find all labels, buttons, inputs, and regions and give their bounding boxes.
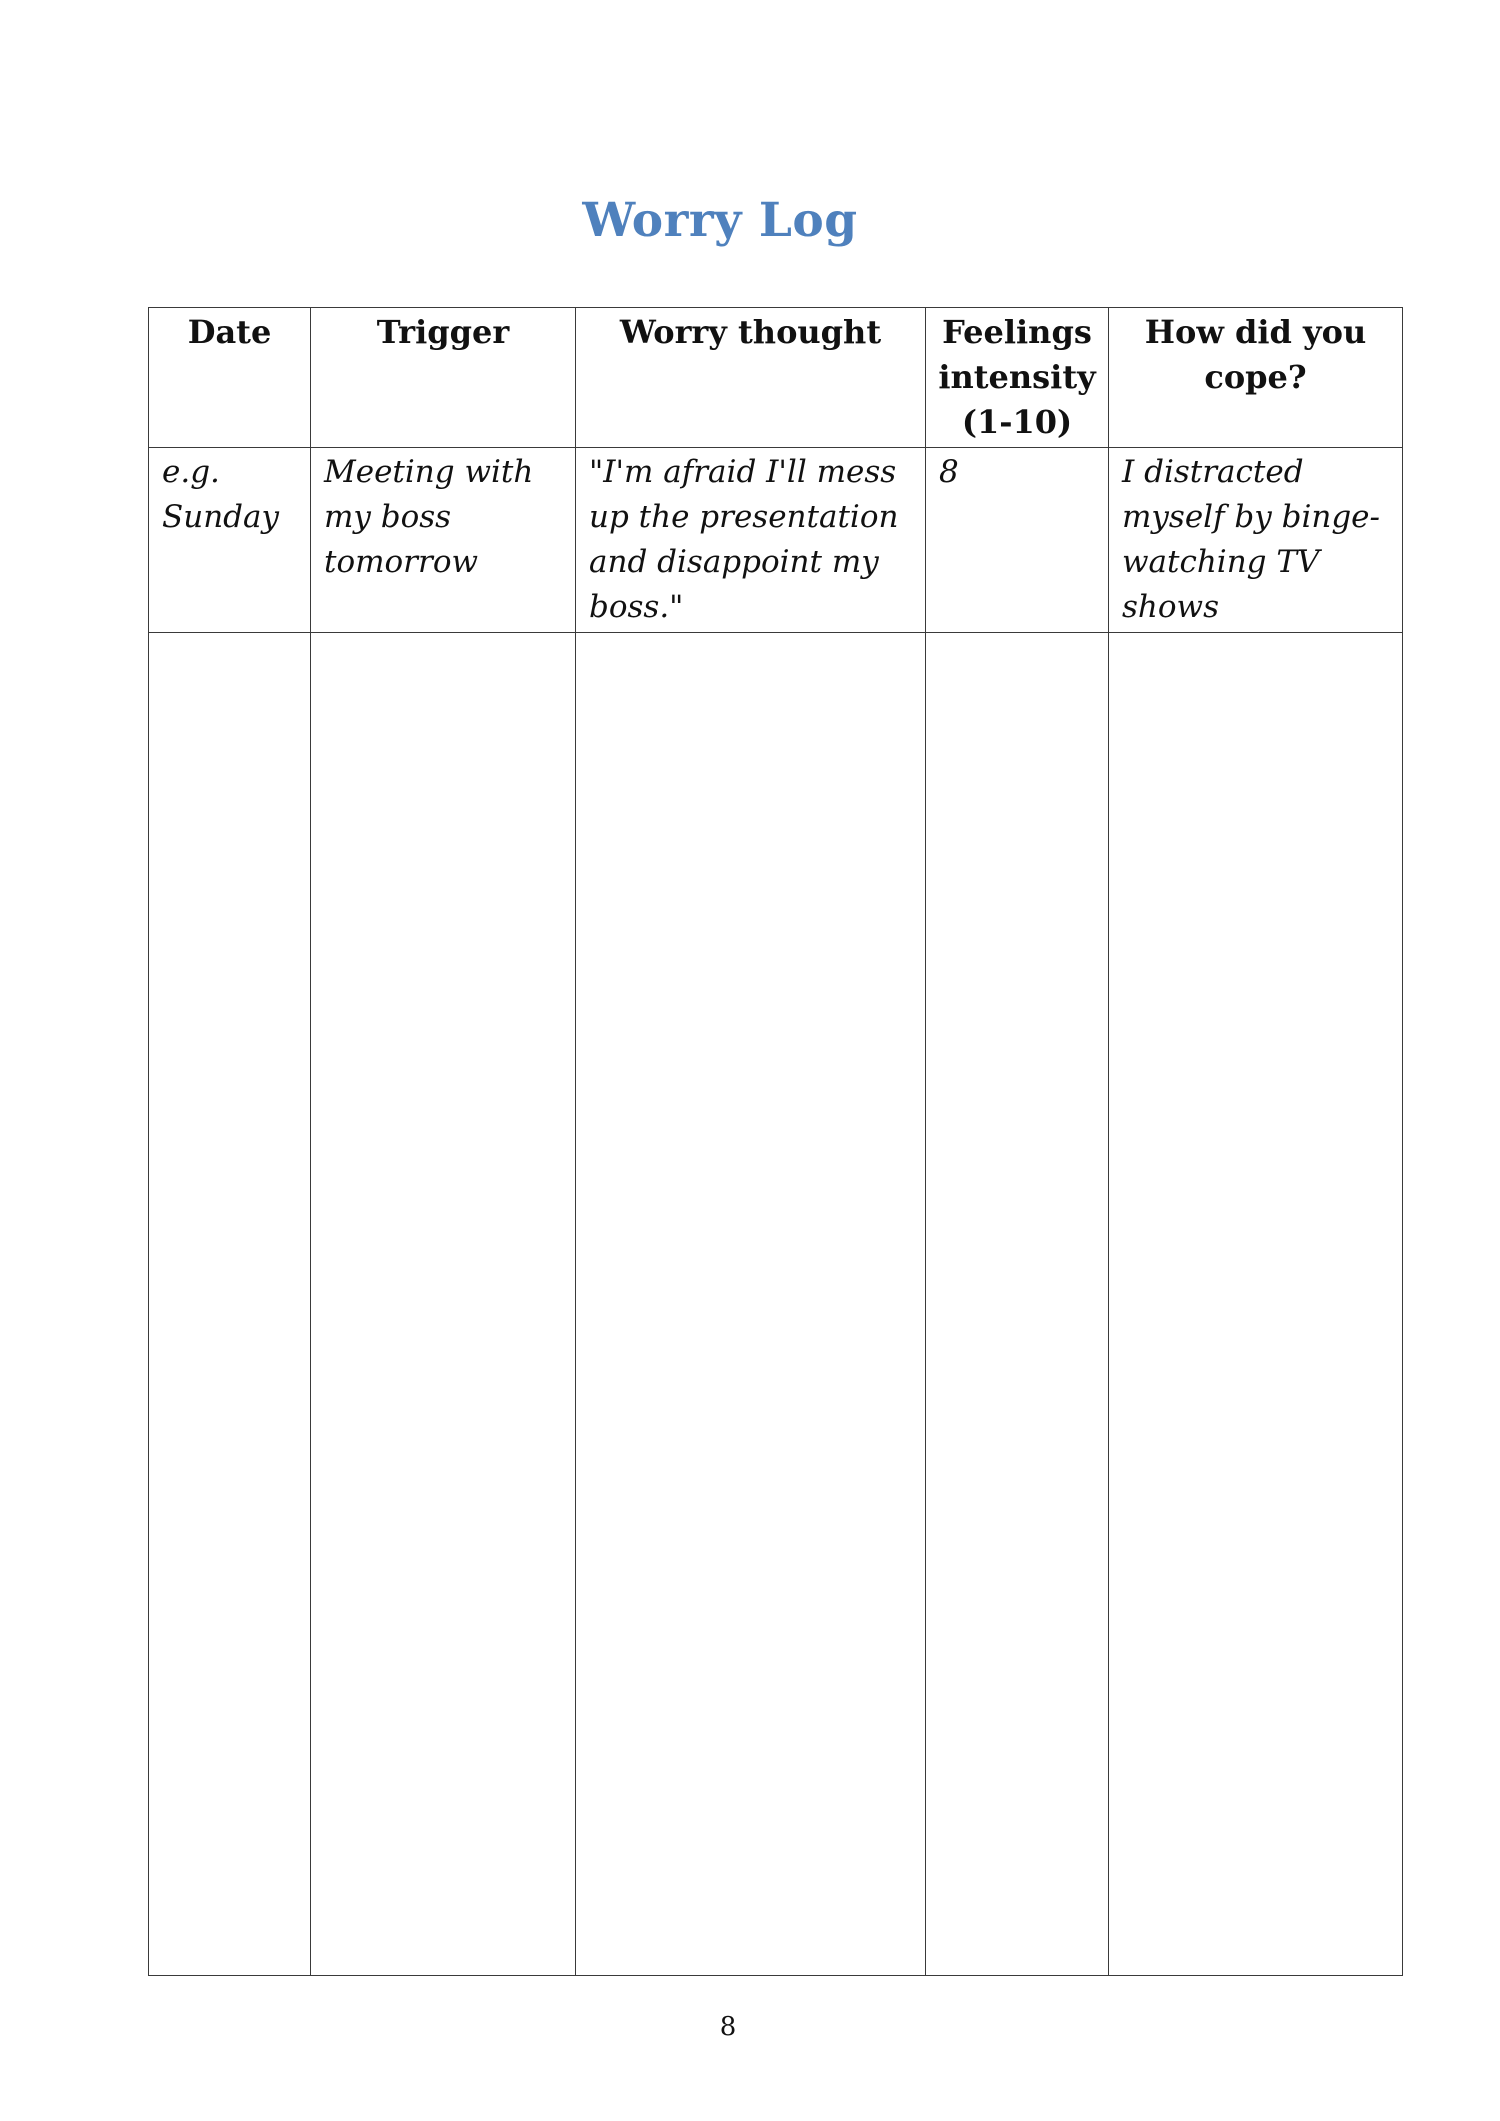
column-header-date: Date <box>149 308 311 448</box>
table-row-example <box>149 448 1403 633</box>
cell-trigger-blank[interactable] <box>311 633 576 1976</box>
column-header-trigger: Trigger <box>311 308 576 448</box>
cell-date-blank[interactable] <box>149 633 311 1976</box>
column-header-worry-thought: Worry thought <box>576 308 926 448</box>
cell-coping-blank[interactable] <box>1109 633 1403 1976</box>
cell-feelings-intensity: 8 <box>926 448 1109 633</box>
cell-feelings-intensity-blank[interactable] <box>926 633 1109 1976</box>
cell-date: e.g. Sunday <box>149 448 311 633</box>
cell-coping: I distracted myself by binge-watching TV shows <box>1109 448 1403 633</box>
cell-worry-thought: "I'm afraid I'll mess up the presentation and disappoint my boss." <box>576 448 926 633</box>
column-header-coping: How did you cope? <box>1109 308 1403 448</box>
page-title: Worry Log <box>582 193 858 248</box>
header-row <box>149 308 1403 448</box>
cell-worry-thought-blank[interactable] <box>576 633 926 1976</box>
table-row-blank <box>149 633 1403 1976</box>
page-number: 8 <box>719 2012 737 2042</box>
worry-log-table <box>148 307 1403 1976</box>
column-header-feelings-intensity: Feelings intensity (1-10) <box>926 308 1109 448</box>
cell-trigger: Meeting with my boss tomorrow <box>311 448 576 633</box>
